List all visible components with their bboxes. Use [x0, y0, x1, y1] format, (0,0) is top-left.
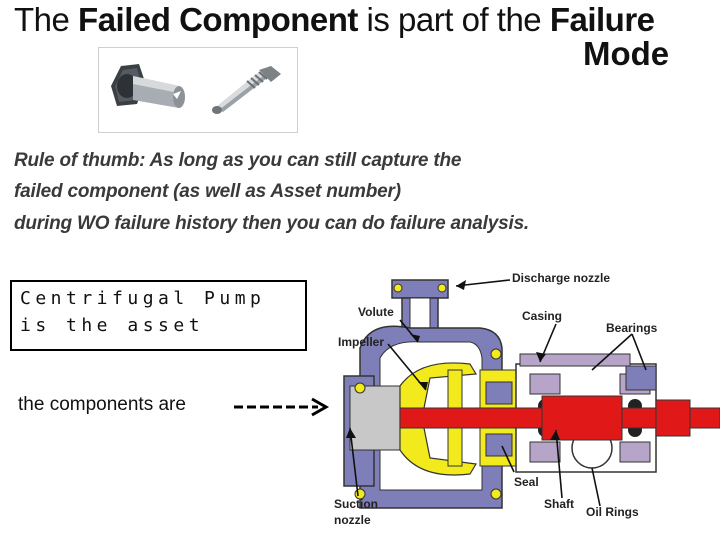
label-oil-rings: Oil Rings: [586, 505, 639, 519]
label-seal: Seal: [514, 475, 539, 489]
rule-of-thumb-line-1: Rule of thumb: As long as you can still capture the: [14, 150, 462, 171]
asset-box-line-2: is the asset: [20, 315, 205, 336]
title-emphasis-failure: Failure: [549, 1, 655, 38]
title-part-3: is part of the: [357, 1, 550, 38]
dashed-arrow-icon: [232, 395, 332, 419]
label-suction-nozzle: nozzle: [334, 513, 371, 527]
bolt-photos-image: [99, 48, 297, 132]
label-suction: Suction: [334, 497, 378, 511]
label-shaft: Shaft: [544, 497, 574, 511]
label-casing: Casing: [522, 309, 563, 323]
title-emphasis-mode: Mode: [583, 35, 670, 72]
rule-of-thumb-line-2: failed component (as well as Asset number): [14, 181, 401, 202]
label-volute: Volute: [358, 305, 394, 319]
asset-box: [10, 280, 307, 351]
components-label: the components are: [18, 394, 186, 415]
title-emphasis-failed-component: Failed Component: [78, 1, 358, 38]
label-bearings: Bearings: [606, 321, 658, 335]
label-impeller: Impeller: [338, 335, 385, 349]
asset-box-line-1: Centrifugal Pump: [20, 288, 266, 309]
centrifugal-pump-diagram: [330, 258, 720, 540]
slide-title: [14, 0, 655, 40]
failed-component-photo: [98, 47, 298, 133]
label-discharge-nozzle: Discharge nozzle: [512, 271, 611, 285]
title-part-1: The: [14, 1, 79, 38]
rule-of-thumb-line-3: during WO failure history then you can do failure analysis.: [14, 213, 530, 234]
